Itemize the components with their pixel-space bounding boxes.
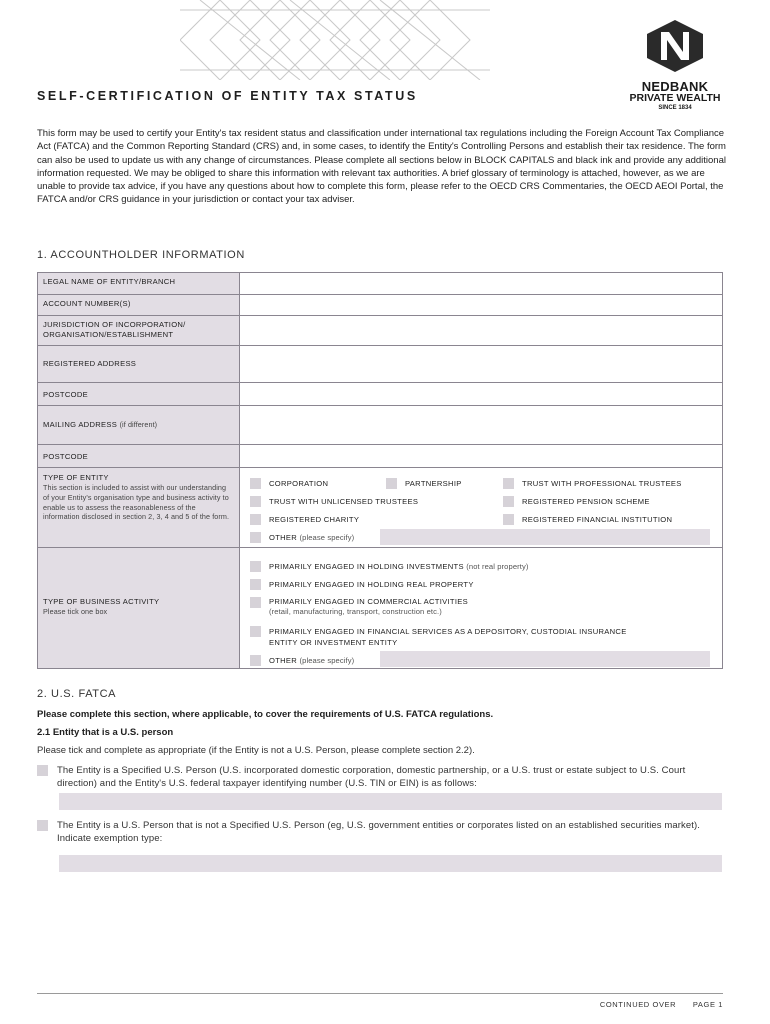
option-charity[interactable] — [250, 514, 359, 525]
option-commercial[interactable] — [250, 597, 468, 616]
specified-us-person-checkbox[interactable] — [37, 765, 48, 776]
financial-institution-checkbox[interactable] — [503, 514, 514, 525]
financial-services-label-line1: PRIMARILY ENGAGED IN FINANCIAL SERVICES AS A DEPOSITORY, CUSTODIAL INSURANCE — [269, 627, 627, 636]
financial-institution-label: REGISTERED FINANCIAL INSTITUTION — [522, 515, 673, 524]
section1-heading: 1. ACCOUNTHOLDER INFORMATION — [37, 249, 245, 261]
partnership-label: PARTNERSHIP — [405, 479, 462, 488]
holding-investments-label: PRIMARILY ENGAGED IN HOLDING INVESTMENTS — [269, 562, 464, 571]
jurisdiction-label-line1: JURISDICTION OF INCORPORATION/ — [43, 320, 186, 329]
partnership-checkbox[interactable] — [386, 478, 397, 489]
nedbank-n-icon — [647, 20, 703, 72]
entity-type-label-text: TYPE OF ENTITY — [43, 473, 109, 482]
trust-professional-label: TRUST WITH PROFESSIONAL TRUSTEES — [522, 479, 682, 488]
activity-other-note: (please specify) — [299, 656, 355, 665]
option-corporation[interactable] — [250, 478, 328, 489]
charity-checkbox[interactable] — [250, 514, 261, 525]
postcode-label-2: POSTCODE — [38, 445, 240, 467]
option-financial-services[interactable] — [250, 626, 627, 648]
row-postcode-1 — [38, 383, 722, 406]
holding-property-checkbox[interactable] — [250, 579, 261, 590]
page-title: SELF-CERTIFICATION OF ENTITY TAX STATUS — [37, 89, 418, 103]
option-financial-institution[interactable] — [503, 514, 672, 525]
section2-heading: 2. U.S. FATCA — [37, 688, 117, 700]
jurisdiction-label — [38, 316, 240, 345]
postcode-field-1[interactable] — [240, 383, 722, 405]
logo-subtitle: PRIVATE WEALTH — [629, 92, 721, 104]
intro-paragraph: This form may be used to certify your Entity's tax resident status and classification under international tax regulations including the Foreign Account Tax Compliance Act (FATCA) and the Common Reporting Standard (CRS) and, in some cases, to identify the Entity's Controlling Persons and establish their tax residence. The form can also be used to update us with any change of circumstances. Please complete all sections below in BLOCK CAPITALS and black ink and provide any additional information requested. We may be obliged to share this information with relevant tax authorities. A brief glossary of terminology is attached, however, as we are unable to provide tax advice, if you have any questions about how to complete this form, please refer to the OECD CRS Commentaries, the OECD AEOI Portal, the FATCA and/or CRS guidance in your jurisdiction or contact your tax adviser. — [37, 128, 726, 206]
holding-investments-note: (not real property) — [466, 562, 529, 571]
holding-investments-checkbox[interactable] — [250, 561, 261, 572]
header-pattern-graphic — [180, 0, 490, 80]
page-footer — [600, 1000, 723, 1009]
business-activity-label-text: TYPE OF BUSINESS ACTIVITY — [43, 597, 160, 606]
fatca-option-specified-us-person[interactable] — [37, 764, 727, 790]
trust-unlicensed-checkbox[interactable] — [250, 496, 261, 507]
jurisdiction-field[interactable] — [240, 316, 722, 345]
postcode-field-2[interactable] — [240, 445, 722, 467]
row-jurisdiction — [38, 316, 722, 346]
option-holding-investments[interactable] — [250, 561, 529, 572]
non-specified-us-person-text: The Entity is a U.S. Person that is not a Specified U.S. Person (eg, U.S. government entities or corporates listed on an established securities market). Indicate exemption type: — [57, 820, 701, 844]
row-account-numbers — [38, 295, 722, 316]
account-numbers-field[interactable] — [240, 295, 722, 315]
option-entity-other[interactable] — [250, 532, 354, 543]
legal-name-field[interactable] — [240, 273, 722, 294]
trust-professional-checkbox[interactable] — [503, 478, 514, 489]
entity-type-help: This section is included to assist with our understanding of your Entity's organisation type and business activity to enable us to assess the reasonableness of the information disclosed in section 2, 3, 4 and 5 of the form. — [43, 483, 230, 522]
entity-other-note: (please specify) — [299, 533, 355, 542]
trust-unlicensed-label: TRUST WITH UNLICENSED TRUSTEES — [269, 497, 419, 506]
section2-instruction: Please tick and complete as appropriate (if the Entity is not a U.S. Person, please complete section 2.2). — [37, 745, 475, 756]
jurisdiction-label-line2: ORGANISATION/ESTABLISHMENT — [43, 330, 174, 339]
entity-type-label — [38, 468, 240, 547]
row-postcode-2 — [38, 445, 722, 468]
legal-name-label: LEGAL NAME OF ENTITY/BRANCH — [38, 273, 240, 294]
entity-other-label: OTHER — [269, 533, 298, 542]
row-legal-name — [38, 273, 722, 295]
entity-other-checkbox[interactable] — [250, 532, 261, 543]
continued-over-label: CONTINUED OVER — [599, 1000, 677, 1009]
commercial-note: (retail, manufacturing, transport, construction etc.) — [269, 607, 442, 616]
activity-other-label: OTHER — [269, 656, 298, 665]
row-mailing-address — [38, 406, 722, 445]
registered-address-field[interactable] — [240, 346, 722, 382]
section2-subheading: 2.1 Entity that is a U.S. person — [37, 727, 174, 738]
postcode-label-1: POSTCODE — [38, 383, 240, 405]
pension-scheme-label: REGISTERED PENSION SCHEME — [522, 497, 650, 506]
option-trust-unlicensed[interactable] — [250, 496, 418, 507]
specified-us-person-text: The Entity is a Specified U.S. Person (U.S. incorporated domestic corporation, domestic partnership, or a U.S. trust or estate subject to U.S. Court direction) and the Entity's U.S. federal taxpayer identifying number (U.S. TIN or EIN) is as follows: — [57, 765, 686, 789]
exemption-type-field[interactable] — [59, 855, 722, 872]
business-activity-help: Please tick one box — [43, 607, 108, 616]
fatca-option-non-specified-us-person[interactable] — [37, 819, 727, 845]
logo-brand: NEDBANK — [641, 79, 709, 94]
corporation-checkbox[interactable] — [250, 478, 261, 489]
commercial-label: PRIMARILY ENGAGED IN COMMERCIAL ACTIVITIES — [269, 597, 468, 606]
charity-label: REGISTERED CHARITY — [269, 515, 360, 524]
corporation-label: CORPORATION — [269, 479, 329, 488]
page-number: PAGE 1 — [692, 1000, 723, 1009]
holding-property-label: PRIMARILY ENGAGED IN HOLDING REAL PROPERTY — [269, 580, 474, 589]
account-numbers-label: ACCOUNT NUMBER(S) — [38, 295, 240, 315]
us-tin-field[interactable] — [59, 793, 722, 810]
business-activity-label — [38, 548, 240, 668]
mailing-address-field[interactable] — [240, 406, 722, 444]
option-pension-scheme[interactable] — [503, 496, 650, 507]
option-activity-other[interactable] — [250, 655, 354, 666]
option-holding-property[interactable] — [250, 579, 474, 590]
section2-intro: Please complete this section, where applicable, to cover the requirements of U.S. FATCA regulations. — [37, 709, 494, 720]
entity-other-specify-field[interactable] — [380, 529, 710, 545]
activity-other-specify-field[interactable] — [380, 651, 710, 667]
financial-services-checkbox[interactable] — [250, 626, 261, 637]
activity-other-checkbox[interactable] — [250, 655, 261, 666]
financial-services-label-line2: ENTITY OR INVESTMENT ENTITY — [269, 638, 398, 647]
mailing-address-label-text: MAILING ADDRESS — [43, 420, 118, 429]
option-trust-professional[interactable] — [503, 478, 682, 489]
option-partnership[interactable] — [386, 478, 462, 489]
nedbank-logo — [620, 20, 730, 112]
mailing-address-note: (if different) — [119, 420, 158, 429]
commercial-checkbox[interactable] — [250, 597, 261, 608]
registered-address-label: REGISTERED ADDRESS — [38, 346, 240, 382]
pension-scheme-checkbox[interactable] — [503, 496, 514, 507]
footer-divider — [37, 993, 723, 994]
row-registered-address — [38, 346, 722, 383]
mailing-address-label — [38, 406, 240, 444]
non-specified-us-person-checkbox[interactable] — [37, 820, 48, 831]
logo-since: SINCE 1834 — [658, 105, 692, 111]
